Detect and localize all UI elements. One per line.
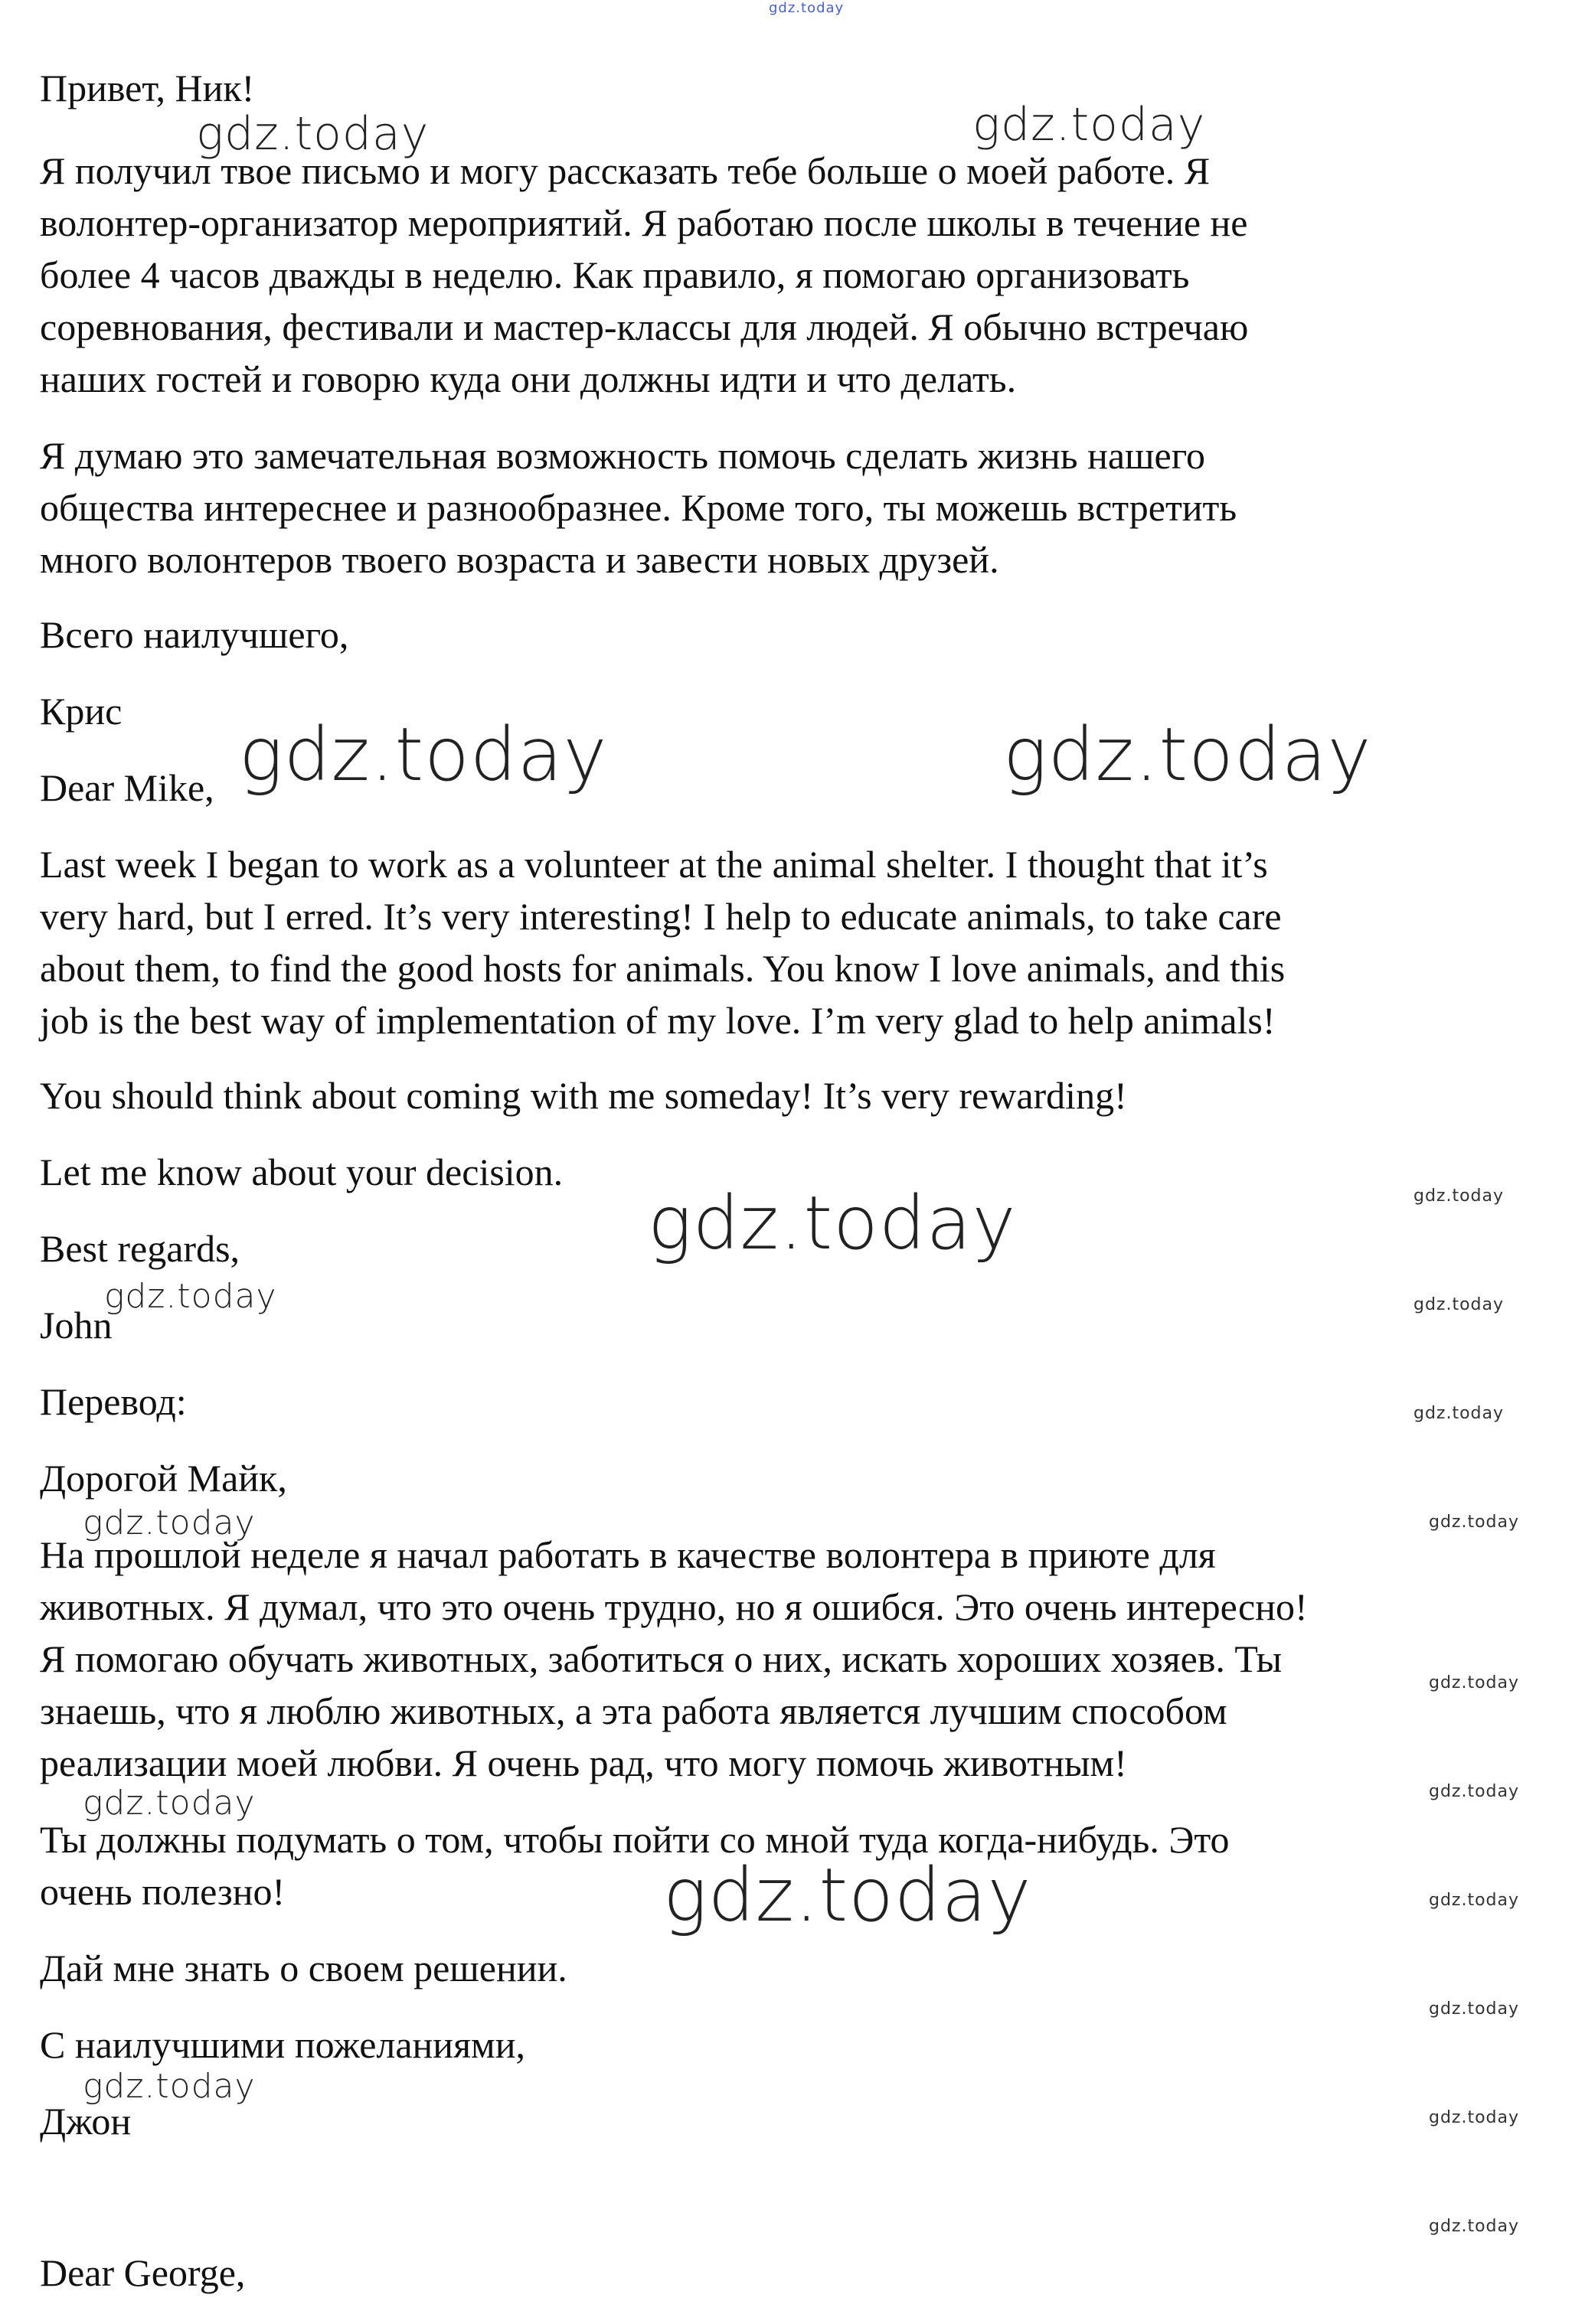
- watermark-small: gdz.today: [1429, 1891, 1520, 1910]
- letter1-p1-line: волонтер-организатор мероприятий. Я работаю после школы в течение не: [40, 201, 1248, 244]
- letter2-p1-line: job is the best way of implementation of my love. I’m very glad to help animals!: [40, 999, 1276, 1042]
- translation-closing: С наилучшими пожеланиями,: [40, 2023, 525, 2066]
- watermark-small: gdz.today: [1429, 1999, 1520, 2019]
- watermark: gdz.today: [83, 1503, 256, 1542]
- watermark-small: gdz.today: [1413, 1295, 1505, 1314]
- watermark-small: gdz.today: [1429, 1513, 1520, 1532]
- letter1-p1-line: более 4 часов дважды в неделю. Как правило, я помогаю организовать: [40, 253, 1190, 296]
- translation-p1-line: Я помогаю обучать животных, заботиться о них, искать хороших хозяев. Ты: [40, 1637, 1283, 1680]
- translation-p2-line: Ты должны подумать о том, чтобы пойти со мной туда когда-нибудь. Это: [40, 1818, 1230, 1861]
- watermark-small: gdz.today: [1413, 1186, 1505, 1206]
- letter2-signature: John: [40, 1304, 113, 1346]
- letter1-p2-line: общества интереснее и разнообразнее. Кроме того, ты можешь встретить: [40, 486, 1237, 529]
- letter1-p2-line: много волонтеров твоего возраста и завести новых друзей.: [40, 538, 999, 581]
- letter2-p1-line: very hard, but I erred. It’s very interesting! I help to educate animals, to take care: [40, 895, 1282, 938]
- watermark: gdz.today: [104, 1277, 277, 1316]
- translation-p3: Дай мне знать о своем решении.: [40, 1947, 567, 1989]
- watermark: gdz.today: [83, 1784, 256, 1823]
- watermark: gdz.today: [1003, 712, 1372, 798]
- translation-p1-line: знаешь, что я люблю животных, а эта работа является лучшим способом: [40, 1689, 1227, 1732]
- translation-heading: Перевод:: [40, 1380, 187, 1423]
- letter3-greeting: Dear George,: [40, 2251, 246, 2294]
- letter2-p2: You should think about coming with me someday! It’s very rewarding!: [40, 1074, 1127, 1117]
- watermark: gdz.today: [972, 98, 1206, 152]
- watermark: gdz.today: [648, 1180, 1017, 1266]
- translation-p2-line: очень полезно!: [40, 1870, 286, 1913]
- watermark: gdz.today: [196, 107, 430, 161]
- watermark: gdz.today: [239, 712, 608, 798]
- translation-signature: Джон: [40, 2100, 132, 2143]
- watermark-top: gdz.today: [769, 0, 845, 16]
- watermark-small: gdz.today: [1429, 2108, 1520, 2127]
- letter2-greeting: Dear Mike,: [40, 766, 214, 809]
- letter1-greeting: Привет, Ник!: [40, 67, 255, 109]
- translation-p1-line: животных. Я думал, что это очень трудно, но я ошибся. Это очень интересно!: [40, 1585, 1308, 1628]
- letter1-p1-line: соревнования, фестивали и мастер-классы для людей. Я обычно встречаю: [40, 305, 1249, 348]
- letter1-closing: Всего наилучшего,: [40, 613, 349, 656]
- watermark-small: gdz.today: [1429, 1782, 1520, 1801]
- letter2-closing: Best regards,: [40, 1227, 240, 1270]
- translation-p1-line: реализации моей любви. Я очень рад, что могу помочь животным!: [40, 1741, 1127, 1784]
- letter2-p1-line: Last week I began to work as a volunteer at the animal shelter. I thought that it’s: [40, 843, 1268, 886]
- letter2-p1-line: about them, to find the good hosts for animals. You know I love animals, and this: [40, 947, 1286, 990]
- watermark-small: gdz.today: [1429, 2217, 1520, 2236]
- watermark-small: gdz.today: [1429, 1673, 1520, 1692]
- letter1-signature: Крис: [40, 690, 123, 733]
- letter1-p1-line: наших гостей и говорю куда они должны идти и что делать.: [40, 357, 1017, 400]
- watermark: gdz.today: [663, 1852, 1032, 1938]
- letter1-p2-line: Я думаю это замечательная возможность помочь сделать жизнь нашего: [40, 434, 1205, 477]
- letter2-p3: Let me know about your decision.: [40, 1151, 564, 1193]
- letter1-p1-line: Я получил твое письмо и могу рассказать тебе больше о моей работе. Я: [40, 149, 1211, 192]
- translation-p1-line: На прошлой неделе я начал работать в качестве волонтера в приюте для: [40, 1533, 1216, 1576]
- translation-greeting: Дорогой Майк,: [40, 1457, 287, 1500]
- watermark-small: gdz.today: [1413, 1404, 1505, 1423]
- watermark: gdz.today: [83, 2067, 256, 2106]
